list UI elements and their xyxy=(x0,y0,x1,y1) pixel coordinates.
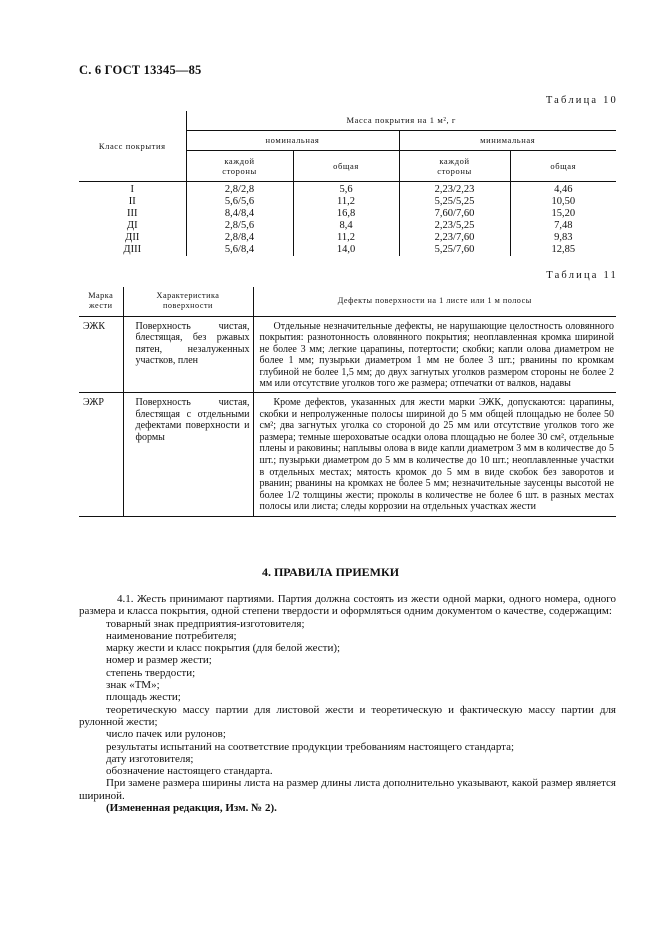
table10-cell: 16,8 xyxy=(293,208,399,220)
table-row xyxy=(79,232,616,244)
table-row xyxy=(79,196,616,208)
table10-header-nominal-total: общая xyxy=(293,150,399,181)
table10-cell: 10,50 xyxy=(510,196,616,208)
paragraph-intro: 4.1. Жесть принимают партиями. Партия должна состоять из жести одной марки, одного номера, одного размера и класса покрытия, одной степени твердости и оформляться одним документом о качестве, содержащим: xyxy=(79,593,616,618)
table11-defects: Отдельные незначительные дефекты, не нарушающие целостность оловянного покрытия: разнотонность оловянного покрытия; неоплавленная кромка шириной не более 3 мм; легкие царапины, потертости; скобки; капли олова диаметром не более 1 мм; пузырьки диаметром 1 мм не более 3 шт.; рванины по кромкам глубиной не более 1,5 мм; до двух загнутых уголков размером стороны не более 2 мм или отсутствие уголков того же размера; отпечатки от валков, надавы xyxy=(253,316,616,393)
table11-header-mark: Марка жести xyxy=(79,287,123,316)
table-row xyxy=(79,181,616,196)
section-title: 4. ПРАВИЛА ПРИЕМКИ xyxy=(261,565,400,579)
list-item: наименование потребителя; xyxy=(106,629,237,642)
amendment-note: (Измененная редакция, Изм. № 2). xyxy=(106,802,277,815)
table-row xyxy=(79,244,616,256)
table10-cell: I xyxy=(130,183,134,195)
table10-cell: ДI xyxy=(126,219,138,231)
table11-defects: Кроме дефектов, указанных для жести марки ЭЖК, допускаются: царапины, скобки и непролуженные полосы шириной до 5 мм общей площадью не более 50 см²; два загнутых уголка со стороной до 25 мм или отсутствие уголков того же размера; темные шероховатые осадки олова площадью не более 30 см², отдельные плены и раковины; наплывы олова в виде капли диаметром 3 мм в количестве до 5 шт.; пузырьки диаметром до 5 мм в количестве до 10 шт.; неоплавленные участки в отдельных местах; мятость кромок до 5 мм в виде скобок без заворотов и рванин; рванины на кромках не более 5 мм; незначительные заусенцы высотой не более 1/2 толщины жести; проколы в количестве не более 6 шт. в разных местах полосы или листа; следы коррозии на отдельных участках жести xyxy=(253,393,616,517)
table11-header-defects: Дефекты поверхности на 1 листе или 1 м полосы xyxy=(253,287,616,316)
table11-char: Поверхность чистая, блестящая, без ржавых пятен, незалуженных участков, плен xyxy=(123,316,253,393)
table10-cell: 2,23/5,25 xyxy=(399,220,510,232)
table10-cell: 4,46 xyxy=(510,181,616,196)
table10-cell: 2,8/2,8 xyxy=(186,181,293,196)
table10-cell: 15,20 xyxy=(510,208,616,220)
table10-header-nominal-each: каждой стороны xyxy=(186,150,293,181)
table10-header-minimal-total: общая xyxy=(510,150,616,181)
page-header: С. 6 ГОСТ 13345—85 xyxy=(79,63,202,77)
table10-cell: 5,6/5,6 xyxy=(186,196,293,208)
table10-cell: II xyxy=(128,195,136,207)
table10-cell: 12,85 xyxy=(510,244,616,256)
list-item: число пачек или рулонов; xyxy=(106,728,226,741)
list-item: результаты испытаний на соответствие продукции требованиям настоящего стандарта; xyxy=(106,740,515,753)
table10-header-class: Класс покрытия xyxy=(79,111,186,181)
table10-cell: 11,2 xyxy=(293,196,399,208)
list-item: теоретическую массу партии для листовой жести и теоретическую и фактическую массу партии для рулонной жести; xyxy=(79,703,616,728)
table-row xyxy=(79,393,616,517)
list-item: товарный знак предприятия-изготовителя; xyxy=(106,617,305,630)
table10-cell: III xyxy=(127,207,138,219)
table10-cell: 5,6 xyxy=(293,181,399,196)
table10-cell: ДII xyxy=(125,231,140,243)
table10-cell: 2,23/2,23 xyxy=(399,181,510,196)
table11-header-char: Характеристика поверхности xyxy=(123,287,253,316)
table10-cell: 7,60/7,60 xyxy=(399,208,510,220)
table11-caption: Таблица 11 xyxy=(546,270,618,281)
table10-header-nominal: номинальная xyxy=(186,130,399,150)
paragraph-width-note: При замене размера ширины листа на размер длины листа дополнительно указывают, какой размер является шириной. xyxy=(79,777,616,802)
table10-header-mass: Масса покрытия на 1 м², г xyxy=(186,111,616,130)
list-item: дату изготовителя; xyxy=(106,752,194,765)
table10-cell: 9,83 xyxy=(510,232,616,244)
list-item: степень твердости; xyxy=(106,666,196,679)
table11-mark: ЭЖР xyxy=(79,393,123,517)
list-item: знак «ТМ»; xyxy=(106,679,160,692)
table10 xyxy=(79,111,616,256)
table10-cell: ДIII xyxy=(123,243,142,255)
table11-mark: ЭЖК xyxy=(79,316,123,393)
table-row xyxy=(79,220,616,232)
table10-cell: 2,8/5,6 xyxy=(186,220,293,232)
table10-cell: 14,0 xyxy=(293,244,399,256)
table10-cell: 11,2 xyxy=(293,232,399,244)
section-body xyxy=(79,593,616,814)
table10-cell: 7,48 xyxy=(510,220,616,232)
table10-cell: 2,8/8,4 xyxy=(186,232,293,244)
table10-cell: 5,25/7,60 xyxy=(399,244,510,256)
table11 xyxy=(79,287,616,517)
table10-header-minimal-each: каждой стороны xyxy=(399,150,510,181)
table-row xyxy=(79,208,616,220)
table10-cell: 2,23/7,60 xyxy=(399,232,510,244)
table11-char: Поверхность чистая, блестящая с отдельными дефектами поверхности и формы xyxy=(123,393,253,517)
table10-caption: Таблица 10 xyxy=(545,95,618,106)
list-item: марку жести и класс покрытия (для белой жести); xyxy=(106,642,341,655)
list-item: площадь жести; xyxy=(106,691,181,704)
table10-cell: 8,4/8,4 xyxy=(186,208,293,220)
table10-cell: 8,4 xyxy=(293,220,399,232)
table10-cell: 5,25/5,25 xyxy=(399,196,510,208)
list-item: номер и размер жести; xyxy=(106,654,212,667)
table10-cell: 5,6/8,4 xyxy=(186,244,293,256)
table10-header-minimal: минимальная xyxy=(399,130,616,150)
list-item: обозначение настоящего стандарта. xyxy=(106,765,273,778)
table-row xyxy=(79,316,616,393)
